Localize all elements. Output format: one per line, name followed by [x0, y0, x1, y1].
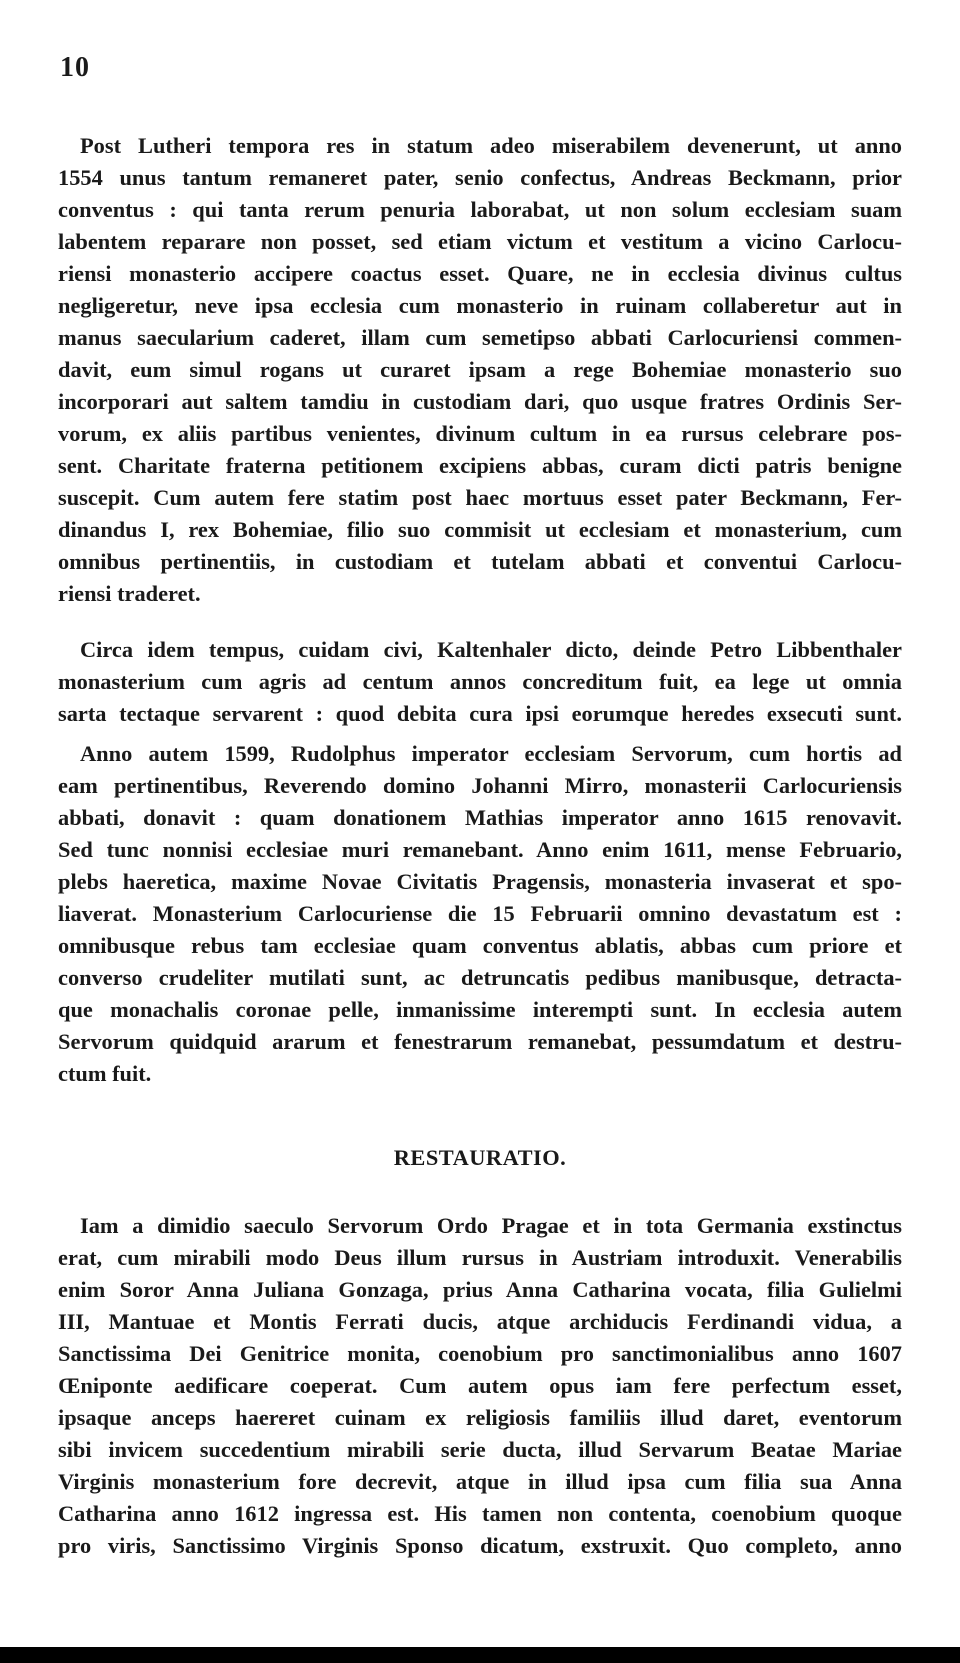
text-line: Sanctissima Dei Genitrice monita, coenobium pro sanctimonialibus anno 1607 [58, 1341, 902, 1366]
text-line: Circa idem tempus, cuidam civi, Kaltenhaler dicto, deinde Petro Libbenthaler [80, 637, 902, 662]
text-line: Post Lutheri tempora res in statum adeo miserabilem devenerunt, ut anno [80, 133, 902, 158]
text-line: ctum fuit. [58, 1061, 152, 1086]
text-line: negligeretur, neve ipsa ecclesia cum monasterio in ruinam collaberetur aut in [58, 293, 902, 318]
paragraph [58, 1210, 902, 1562]
text-line: III, Mantuae et Montis Ferrati ducis, atque archiducis Ferdinandi vidua, a [58, 1309, 902, 1334]
text-line: sibi invicem succedentium mirabili serie ducta, illud Servarum Beatae Mariae [58, 1437, 902, 1462]
text-line: monasterium cum agris ad centum annos concreditum fuit, ea lege ut omnia [58, 669, 902, 694]
text-line: omnibus pertinentiis, in custodiam et tutelam abbati et conventui Carlocu- [58, 549, 902, 574]
text-line: Virginis monasterium fore decrevit, atque in illud ipsa cum filia sua Anna [58, 1469, 902, 1494]
text-line: erat, cum mirabili modo Deus illum rursus in Austriam introduxit. Venerabilis [58, 1245, 902, 1270]
text-line: converso crudeliter mutilati sunt, ac detruncatis pedibus manibusque, detracta- [58, 965, 902, 990]
paragraph [58, 738, 902, 1090]
text-line: Anno autem 1599, Rudolphus imperator ecclesiam Servorum, cum hortis ad [80, 741, 902, 766]
text-line: eam pertinentibus, Reverendo domino Johanni Mirro, monasterii Carlocuriensis [58, 773, 902, 798]
text-line: vorum, ex aliis partibus venientes, divinum cultum in ea rursus celebrare pos- [58, 421, 902, 446]
text-line: liaverat. Monasterium Carlocuriense die 15 Februarii omnino devastatum est : [58, 901, 902, 926]
text-line: Iam a dimidio saeculo Servorum Ordo Pragae et in tota Germania exstinctus [80, 1213, 902, 1238]
text-line: Sed tunc nonnisi ecclesiae muri remanebant. Anno enim 1611, mense Februario, [58, 837, 902, 862]
page-number: 10 [60, 52, 90, 83]
text-line: sarta tectaque servarent : quod debita cura ipsi eorumque heredes exsecuti sunt. [58, 701, 902, 726]
text-line: ipsaque anceps haereret cuinam ex religiosis familiis illud daret, eventorum [58, 1405, 902, 1430]
text-line: dinandus I, rex Bohemiae, filio suo commisit ut ecclesiam et monasterium, cum [58, 517, 902, 542]
section-heading: RESTAURATIO. [393, 1145, 567, 1170]
text-line: riensi monasterio accipere coactus esset. Quare, ne in ecclesia divinus cultus [58, 261, 902, 286]
text-line: davit, eum simul rogans ut curaret ipsam a rege Bohemiae monasterio suo [58, 357, 902, 382]
text-line: enim Soror Anna Juliana Gonzaga, prius Anna Catharina vocata, filia Gulielmi [58, 1277, 902, 1302]
text-line: sent. Charitate fraterna petitionem excipiens abbas, curam dicti patris benigne [58, 453, 902, 478]
text-line: suscepit. Cum autem fere statim post haec mortuus esset pater Beckmann, Fer- [58, 485, 902, 510]
text-line: Œniponte aedificare coeperat. Cum autem opus iam fere perfectum esset, [58, 1373, 902, 1398]
text-line: plebs haeretica, maxime Novae Civitatis Pragensis, monasteria invaserat et spo- [58, 869, 902, 894]
text-line: manus saecularium caderet, illam cum semetipso abbati Carlocuriensi commen- [58, 325, 902, 350]
text-line: Servorum quidquid ararum et fenestrarum remanebat, pessumdatum et destru- [58, 1029, 902, 1054]
text-line: Catharina anno 1612 ingressa est. His tamen non contenta, coenobium quoque [58, 1501, 902, 1526]
text-line: incorporari aut saltem tamdiu in custodiam dari, quo usque fratres Ordinis Ser- [58, 389, 902, 414]
text-line: pro viris, Sanctissimo Virginis Sponso dicatum, exstruxit. Quo completo, anno [58, 1533, 902, 1558]
text-line: riensi traderet. [58, 581, 201, 606]
text-line: conventus : qui tanta rerum penuria laborabat, ut non solum ecclesiam suam [58, 197, 902, 222]
text-line: labentem reparare non posset, sed etiam victum et vestitum a vicino Carlocu- [58, 229, 902, 254]
text-line: que monachalis coronae pelle, inmanissime interempti sunt. In ecclesia autem [58, 997, 902, 1022]
text-line: abbati, donavit : quam donationem Mathias imperator anno 1615 renovavit. [58, 805, 902, 830]
text-line: omnibusque rebus tam ecclesiae quam conventus ablatis, abbas cum priore et [58, 933, 902, 958]
scan-edge [0, 1647, 960, 1663]
paragraph [58, 130, 902, 610]
text-line: 1554 unus tantum remaneret pater, senio confectus, Andreas Beckmann, prior [58, 165, 902, 190]
paragraph [58, 634, 902, 730]
